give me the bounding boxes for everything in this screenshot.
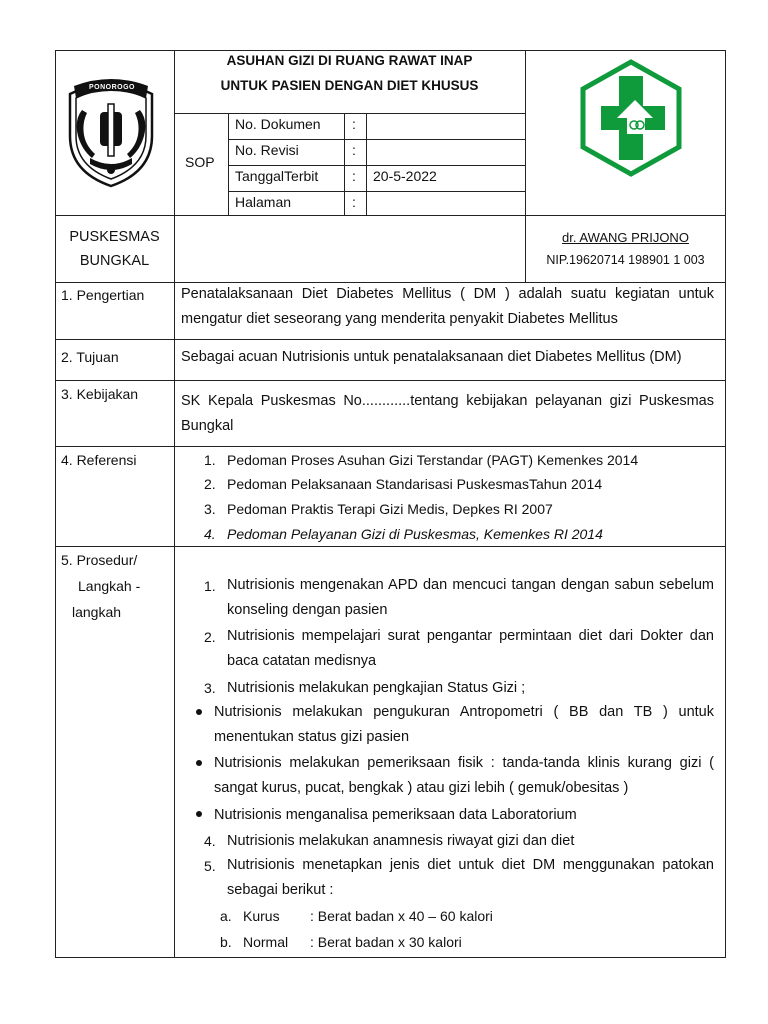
- signer-name: dr. AWANG PRIJONO: [562, 230, 689, 245]
- sub-item-letter: a.: [220, 908, 232, 924]
- meta-sep-halaman: :: [352, 194, 356, 210]
- pengertian-label: 1. Pengertian: [61, 287, 145, 303]
- step-2-text: Nutrisionis mempelajari surat pengantar permintaan diet dari Dokter dan baca catatan medisnya: [227, 628, 714, 669]
- seal-text: PONOROGO: [89, 84, 136, 91]
- sop-label: SOP: [185, 154, 215, 170]
- step-1-text: Nutrisionis mengenakan APD dan mencuci tangan dengan sabun sebelum konseling dengan pasien: [227, 577, 714, 618]
- step-number: 4.: [204, 833, 216, 849]
- sub-item-name: Normal: [243, 934, 289, 950]
- bullet-3-text: Nutrisionis menganalisa pemeriksaan data Laboratorium: [214, 807, 577, 823]
- sub-item-letter: b.: [220, 934, 232, 950]
- puskesmas-name-line2: BUNGKAL: [79, 253, 150, 269]
- bullet-1-text: Nutrisionis melakukan pengukuran Antropometri ( BB dan TB ) untuk menentukan status gizi pasien: [214, 704, 714, 745]
- step-number: 2.: [204, 629, 216, 645]
- signer-nip: NIP.19620714 198901 1 003: [546, 253, 705, 267]
- bullet-icon: [196, 811, 202, 817]
- meta-sep-tanggal: :: [352, 168, 356, 184]
- puskesmas-logo: [577, 58, 685, 178]
- puskesmas-cross-icon: [577, 58, 685, 178]
- seal-emblem-icon: [62, 76, 160, 188]
- tujuan-label: 2. Tujuan: [61, 349, 119, 365]
- meta-label-revisi: No. Revisi: [235, 142, 299, 158]
- meta-value-tanggal: 20-5-2022: [373, 168, 437, 184]
- meta-label-halaman: Halaman: [235, 194, 292, 210]
- list-item: Pedoman Proses Asuhan Gizi Terstandar (PAGT) Kemenkes 2014: [227, 452, 639, 468]
- kebijakan-text: SK Kepala Puskesmas No............tentang kebijakan pelayanan gizi Puskesmas Bungkal: [181, 393, 714, 434]
- meta-sep-dokumen: :: [352, 116, 356, 132]
- prosedur-label-line3: langkah: [72, 604, 122, 620]
- step-4-text: Nutrisionis melakukan anamnesis riwayat gizi dan diet: [227, 833, 575, 849]
- pengertian-text: Penatalaksanaan Diet Diabetes Mellitus ( DM ) adalah suatu kegiatan untuk mengatur diet seseorang yang menderita penyakit Diabetes Mellitus: [181, 286, 714, 327]
- meta-label-dokumen: No. Dokumen: [235, 116, 321, 132]
- sub-item-name: Kurus: [243, 908, 280, 924]
- step-number: 5.: [204, 858, 216, 874]
- tujuan-text: Sebagai acuan Nutrisionis untuk penatalaksanaan diet Diabetes Mellitus (DM): [181, 349, 682, 365]
- step-number: 1.: [204, 578, 216, 594]
- referensi-label: 4. Referensi: [61, 452, 137, 468]
- step-number: 3.: [204, 680, 216, 696]
- list-item-number: 3.: [204, 501, 216, 517]
- ponorogo-seal: [62, 76, 160, 188]
- prosedur-label-line1: 5. Prosedur/: [61, 552, 138, 568]
- bullet-icon: [196, 709, 202, 715]
- bullet-2-text: Nutrisionis melakukan pemeriksaan fisik : tanda-tanda klinis kurang gizi ( sangat kurus, pucat, bengkak ) atau gizi lebih ( gemuk/obesitas ): [214, 755, 714, 796]
- document-title-line1: ASUHAN GIZI DI RUANG RAWAT INAP: [226, 53, 473, 68]
- puskesmas-name-line1: PUSKESMAS: [69, 229, 160, 245]
- sub-item-value: : Berat badan x 30 kalori: [310, 934, 462, 950]
- list-item: Pedoman Pelayanan Gizi di Puskesmas, Kemenkes RI 2014: [227, 526, 603, 542]
- meta-label-tanggal: TanggalTerbit: [235, 168, 319, 184]
- list-item: Pedoman Praktis Terapi Gizi Medis, Depkes RI 2007: [227, 501, 553, 517]
- list-item: Pedoman Pelaksanaan Standarisasi PuskesmasTahun 2014: [227, 476, 603, 492]
- document-title-line2: UNTUK PASIEN DENGAN DIET KHUSUS: [220, 78, 479, 93]
- bullet-icon: [196, 760, 202, 766]
- meta-sep-revisi: :: [352, 142, 356, 158]
- list-item-number: 4.: [204, 526, 216, 542]
- prosedur-label-line2: Langkah -: [78, 578, 141, 594]
- list-item-number: 2.: [204, 476, 216, 492]
- step-3-text: Nutrisionis melakukan pengkajian Status Gizi ;: [227, 680, 526, 696]
- step-5-text: Nutrisionis menetapkan jenis diet untuk diet DM menggunakan patokan sebagai berikut :: [227, 857, 714, 898]
- sub-item-value: : Berat badan x 40 – 60 kalori: [310, 908, 493, 924]
- kebijakan-label: 3. Kebijakan: [61, 386, 139, 402]
- list-item-number: 1.: [204, 452, 216, 468]
